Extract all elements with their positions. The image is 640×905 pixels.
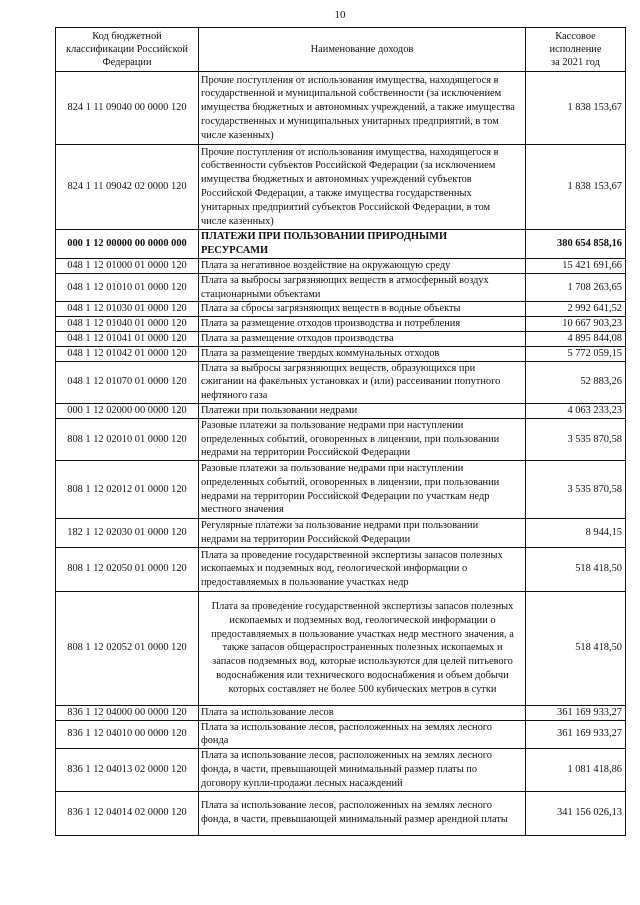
revenue-name-line: фонда, в части, превышающей минимальный размер платы по — [201, 763, 478, 775]
cash-execution-amount: 1 838 153,67 — [526, 145, 626, 230]
revenue-name-line: Разовые платежи за пользование недрами при наступлении — [201, 463, 464, 475]
revenue-name-line: стационарными объектами — [201, 288, 321, 300]
revenue-table — [55, 27, 626, 836]
table-row — [56, 519, 626, 548]
revenue-name-line: Плата за размещение отходов производства — [201, 332, 394, 344]
revenue-name — [199, 720, 526, 749]
budget-code: 000 1 12 00000 00 0000 000 — [56, 230, 199, 259]
revenue-name-line: недрами на территории Российской Федерации — [201, 533, 411, 545]
revenue-name — [199, 302, 526, 317]
table-row — [56, 302, 626, 317]
budget-code: 048 1 12 01041 01 0000 120 — [56, 331, 199, 346]
revenue-name — [199, 461, 526, 519]
revenue-name-line: Плата за использование лесов, расположенных на землях лесного — [201, 750, 493, 762]
table-row — [56, 361, 626, 403]
table-row — [56, 720, 626, 749]
revenue-name-line: Регулярные платежи за пользование недрами при пользовании — [201, 520, 479, 532]
budget-code: 836 1 12 04000 00 0000 120 — [56, 705, 199, 720]
revenue-name — [199, 145, 526, 230]
revenue-name-line: Плата за сбросы загрязняющих веществ в водные объекты — [201, 303, 461, 315]
budget-code: 836 1 12 04014 02 0000 120 — [56, 791, 199, 835]
cash-execution-amount: 341 156 026,13 — [526, 791, 626, 835]
cash-execution-amount: 518 418,50 — [526, 547, 626, 591]
page-number: 10 — [334, 9, 346, 21]
revenue-name-line: также запасов общераспространенных полезных ископаемых и — [222, 642, 503, 654]
header-cash-execution — [526, 28, 626, 72]
budget-code: 808 1 12 02010 01 0000 120 — [56, 418, 199, 460]
table-row — [56, 72, 626, 145]
budget-code: 048 1 12 01010 01 0000 120 — [56, 273, 199, 302]
revenue-name — [199, 547, 526, 591]
revenue-name-line: определенных событий, оговоренных в лицензии, при пользовании — [201, 476, 500, 488]
revenue-name-line: ПЛАТЕЖИ ПРИ ПОЛЬЗОВАНИИ ПРИРОДНЫМИ — [201, 231, 448, 243]
revenue-name — [199, 317, 526, 332]
revenue-name — [199, 331, 526, 346]
table-row — [56, 273, 626, 302]
budget-code: 182 1 12 02030 01 0000 120 — [56, 519, 199, 548]
table-row — [56, 145, 626, 230]
revenue-name-line: предоставляемых в пользование участках недр — [201, 577, 409, 589]
cash-execution-amount: 1 081 418,86 — [526, 749, 626, 791]
revenue-name-line: сжигании на факельных установках и (или) рассеивании попутного — [201, 376, 501, 388]
revenue-name-line: Плата за размещение отходов производства и потребления — [201, 318, 461, 330]
table-row — [56, 317, 626, 332]
revenue-name-line: имущества бюджетных и автономных учреждений, а также имущества — [201, 102, 515, 114]
cash-execution-amount: 518 418,50 — [526, 591, 626, 705]
revenue-name-line: договору купли-продажи лесных насаждений — [201, 777, 403, 789]
revenue-name-line: Плата за размещение твердых коммунальных отходов — [201, 347, 440, 359]
revenue-name-line: которых составляет не более 500 кубических метров в сутки — [228, 683, 497, 695]
revenue-name-line: Плата за выбросы загрязняющих веществ в атмосферный воздух — [201, 274, 489, 286]
table-row-section — [56, 230, 626, 259]
header-budget-code — [56, 28, 199, 72]
budget-code: 808 1 12 02012 01 0000 120 — [56, 461, 199, 519]
budget-code: 048 1 12 01000 01 0000 120 — [56, 259, 199, 274]
revenue-name-line: Плата за использование лесов — [201, 706, 334, 718]
revenue-name-line: ископаемых и подземных вод, геологической информации о — [229, 614, 496, 626]
table-row — [56, 461, 626, 519]
budget-code: 000 1 12 02000 00 0000 120 — [56, 403, 199, 418]
revenue-name-line: числе казенных) — [201, 129, 274, 141]
table-header-row — [56, 28, 626, 72]
table-row — [56, 418, 626, 460]
revenue-name-line: государственной и муниципальной собственности (за исключением — [201, 88, 502, 100]
header-line: исполнение — [549, 44, 602, 55]
revenue-name-line: недрами на территории Российской Федерации по участкам недр — [201, 490, 490, 502]
table-row — [56, 749, 626, 791]
budget-code: 048 1 12 01030 01 0000 120 — [56, 302, 199, 317]
revenue-name-line: Российской Федерации, а также имущества государственных — [201, 188, 472, 199]
budget-code: 808 1 12 02050 01 0000 120 — [56, 547, 199, 591]
cash-execution-amount: 5 772 059,15 — [526, 346, 626, 361]
budget-code: 824 1 11 09040 00 0000 120 — [56, 72, 199, 145]
table-row — [56, 547, 626, 591]
revenue-name-line: Плата за негативное воздействие на окружающую среду — [201, 260, 451, 271]
revenue-name-line: Разовые платежи за пользование недрами при наступлении — [201, 419, 464, 431]
header-line: за 2021 год — [551, 57, 600, 68]
revenue-name-line: нефтяного газа — [201, 390, 268, 402]
header-revenue-name: Наименование доходов — [199, 28, 526, 72]
cash-execution-amount: 1 708 263,65 — [526, 273, 626, 302]
table-row — [56, 259, 626, 274]
revenue-name-line: запасов подземных вод, которые используются для целей питьевого — [212, 656, 513, 668]
cash-execution-amount: 3 535 870,58 — [526, 418, 626, 460]
revenue-name-line: собственности субъектов Российской Федерации (за исключением — [201, 160, 496, 172]
revenue-name-line: предоставляемых в пользование участках недр местного значения, а — [211, 628, 514, 640]
revenue-name-line: Плата за использование лесов, расположенных на землях лесного — [201, 800, 493, 812]
cash-execution-amount: 4 895 844,08 — [526, 331, 626, 346]
revenue-name — [199, 403, 526, 418]
revenue-name-line: унитарных предприятий субъектов Российской Федерации, в том — [201, 201, 491, 213]
table-row — [56, 346, 626, 361]
revenue-name-line: государственных и муниципальных унитарных предприятий, в том — [201, 115, 499, 127]
table-row — [56, 591, 626, 705]
header-line: классификации Российской — [66, 44, 188, 55]
budget-code: 836 1 12 04010 00 0000 120 — [56, 720, 199, 749]
revenue-name — [199, 749, 526, 791]
cash-execution-amount: 8 944,15 — [526, 519, 626, 548]
cash-execution-amount: 1 838 153,67 — [526, 72, 626, 145]
cash-execution-amount: 10 667 903,23 — [526, 317, 626, 332]
table-row — [56, 331, 626, 346]
budget-code: 808 1 12 02052 01 0000 120 — [56, 591, 199, 705]
revenue-name — [199, 346, 526, 361]
cash-execution-amount: 2 992 641,52 — [526, 302, 626, 317]
revenue-name-line: водоснабжения или технического водоснабжения и объем добычи — [216, 669, 509, 681]
revenue-name-line: РЕСУРСАМИ — [201, 245, 269, 256]
cash-execution-amount: 52 883,26 — [526, 361, 626, 403]
revenue-name-line: Прочие поступления от использования имущества, находящегося в — [201, 74, 499, 86]
budget-code: 048 1 12 01042 01 0000 120 — [56, 346, 199, 361]
revenue-name-line: фонда, в части, превышающей минимальный размер арендной платы — [201, 814, 508, 826]
table-row — [56, 403, 626, 418]
cash-execution-amount: 4 063 233,23 — [526, 403, 626, 418]
revenue-name — [199, 791, 526, 835]
revenue-name — [199, 361, 526, 403]
table-row — [56, 705, 626, 720]
revenue-name-line: имущества бюджетных и автономных учреждений субъектов — [201, 174, 472, 186]
table-row — [56, 791, 626, 835]
budget-code: 048 1 12 01070 01 0000 120 — [56, 361, 199, 403]
budget-code: 048 1 12 01040 01 0000 120 — [56, 317, 199, 332]
revenue-name-line: Платежи при пользовании недрами — [201, 404, 358, 416]
revenue-name-line: Плата за проведение государственной экспертизы запасов полезных — [211, 600, 514, 612]
cash-execution-amount: 361 169 933,27 — [526, 705, 626, 720]
cash-execution-amount: 361 169 933,27 — [526, 720, 626, 749]
revenue-name-line: Плата за проведение государственной экспертизы запасов полезных — [201, 549, 503, 561]
revenue-name-line: Прочие поступления от использования имущества, находящегося в — [201, 146, 499, 158]
revenue-name — [199, 705, 526, 720]
revenue-name-line: числе казенных) — [201, 215, 274, 227]
budget-code: 824 1 11 09042 02 0000 120 — [56, 145, 199, 230]
budget-code: 836 1 12 04013 02 0000 120 — [56, 749, 199, 791]
header-line: Федерации — [102, 57, 152, 68]
revenue-name-line: недрами на территории Российской Федерации — [201, 447, 411, 459]
header-line: Код бюджетной — [92, 31, 162, 42]
revenue-name — [199, 418, 526, 460]
revenue-name — [199, 230, 526, 259]
revenue-name — [199, 273, 526, 302]
revenue-name-line: Плата за использование лесов, расположенных на землях лесного — [201, 721, 493, 733]
revenue-name-line: определенных событий, оговоренных в лицензии, при пользовании — [201, 433, 500, 445]
revenue-name-line: фонда — [201, 735, 229, 747]
revenue-name-line: местного значения — [201, 504, 284, 516]
revenue-name — [199, 72, 526, 145]
revenue-name — [199, 259, 526, 274]
revenue-name-line: ископаемых и подземных вод, геологической информации о — [201, 563, 468, 575]
cash-execution-amount: 15 421 691,66 — [526, 259, 626, 274]
revenue-name — [199, 591, 526, 705]
cash-execution-amount: 380 654 858,16 — [526, 230, 626, 259]
header-line: Кассовое — [555, 31, 596, 42]
revenue-name-line: Плата за выбросы загрязняющих веществ, образующихся при — [201, 362, 476, 374]
revenue-name — [199, 519, 526, 548]
cash-execution-amount: 3 535 870,58 — [526, 461, 626, 519]
